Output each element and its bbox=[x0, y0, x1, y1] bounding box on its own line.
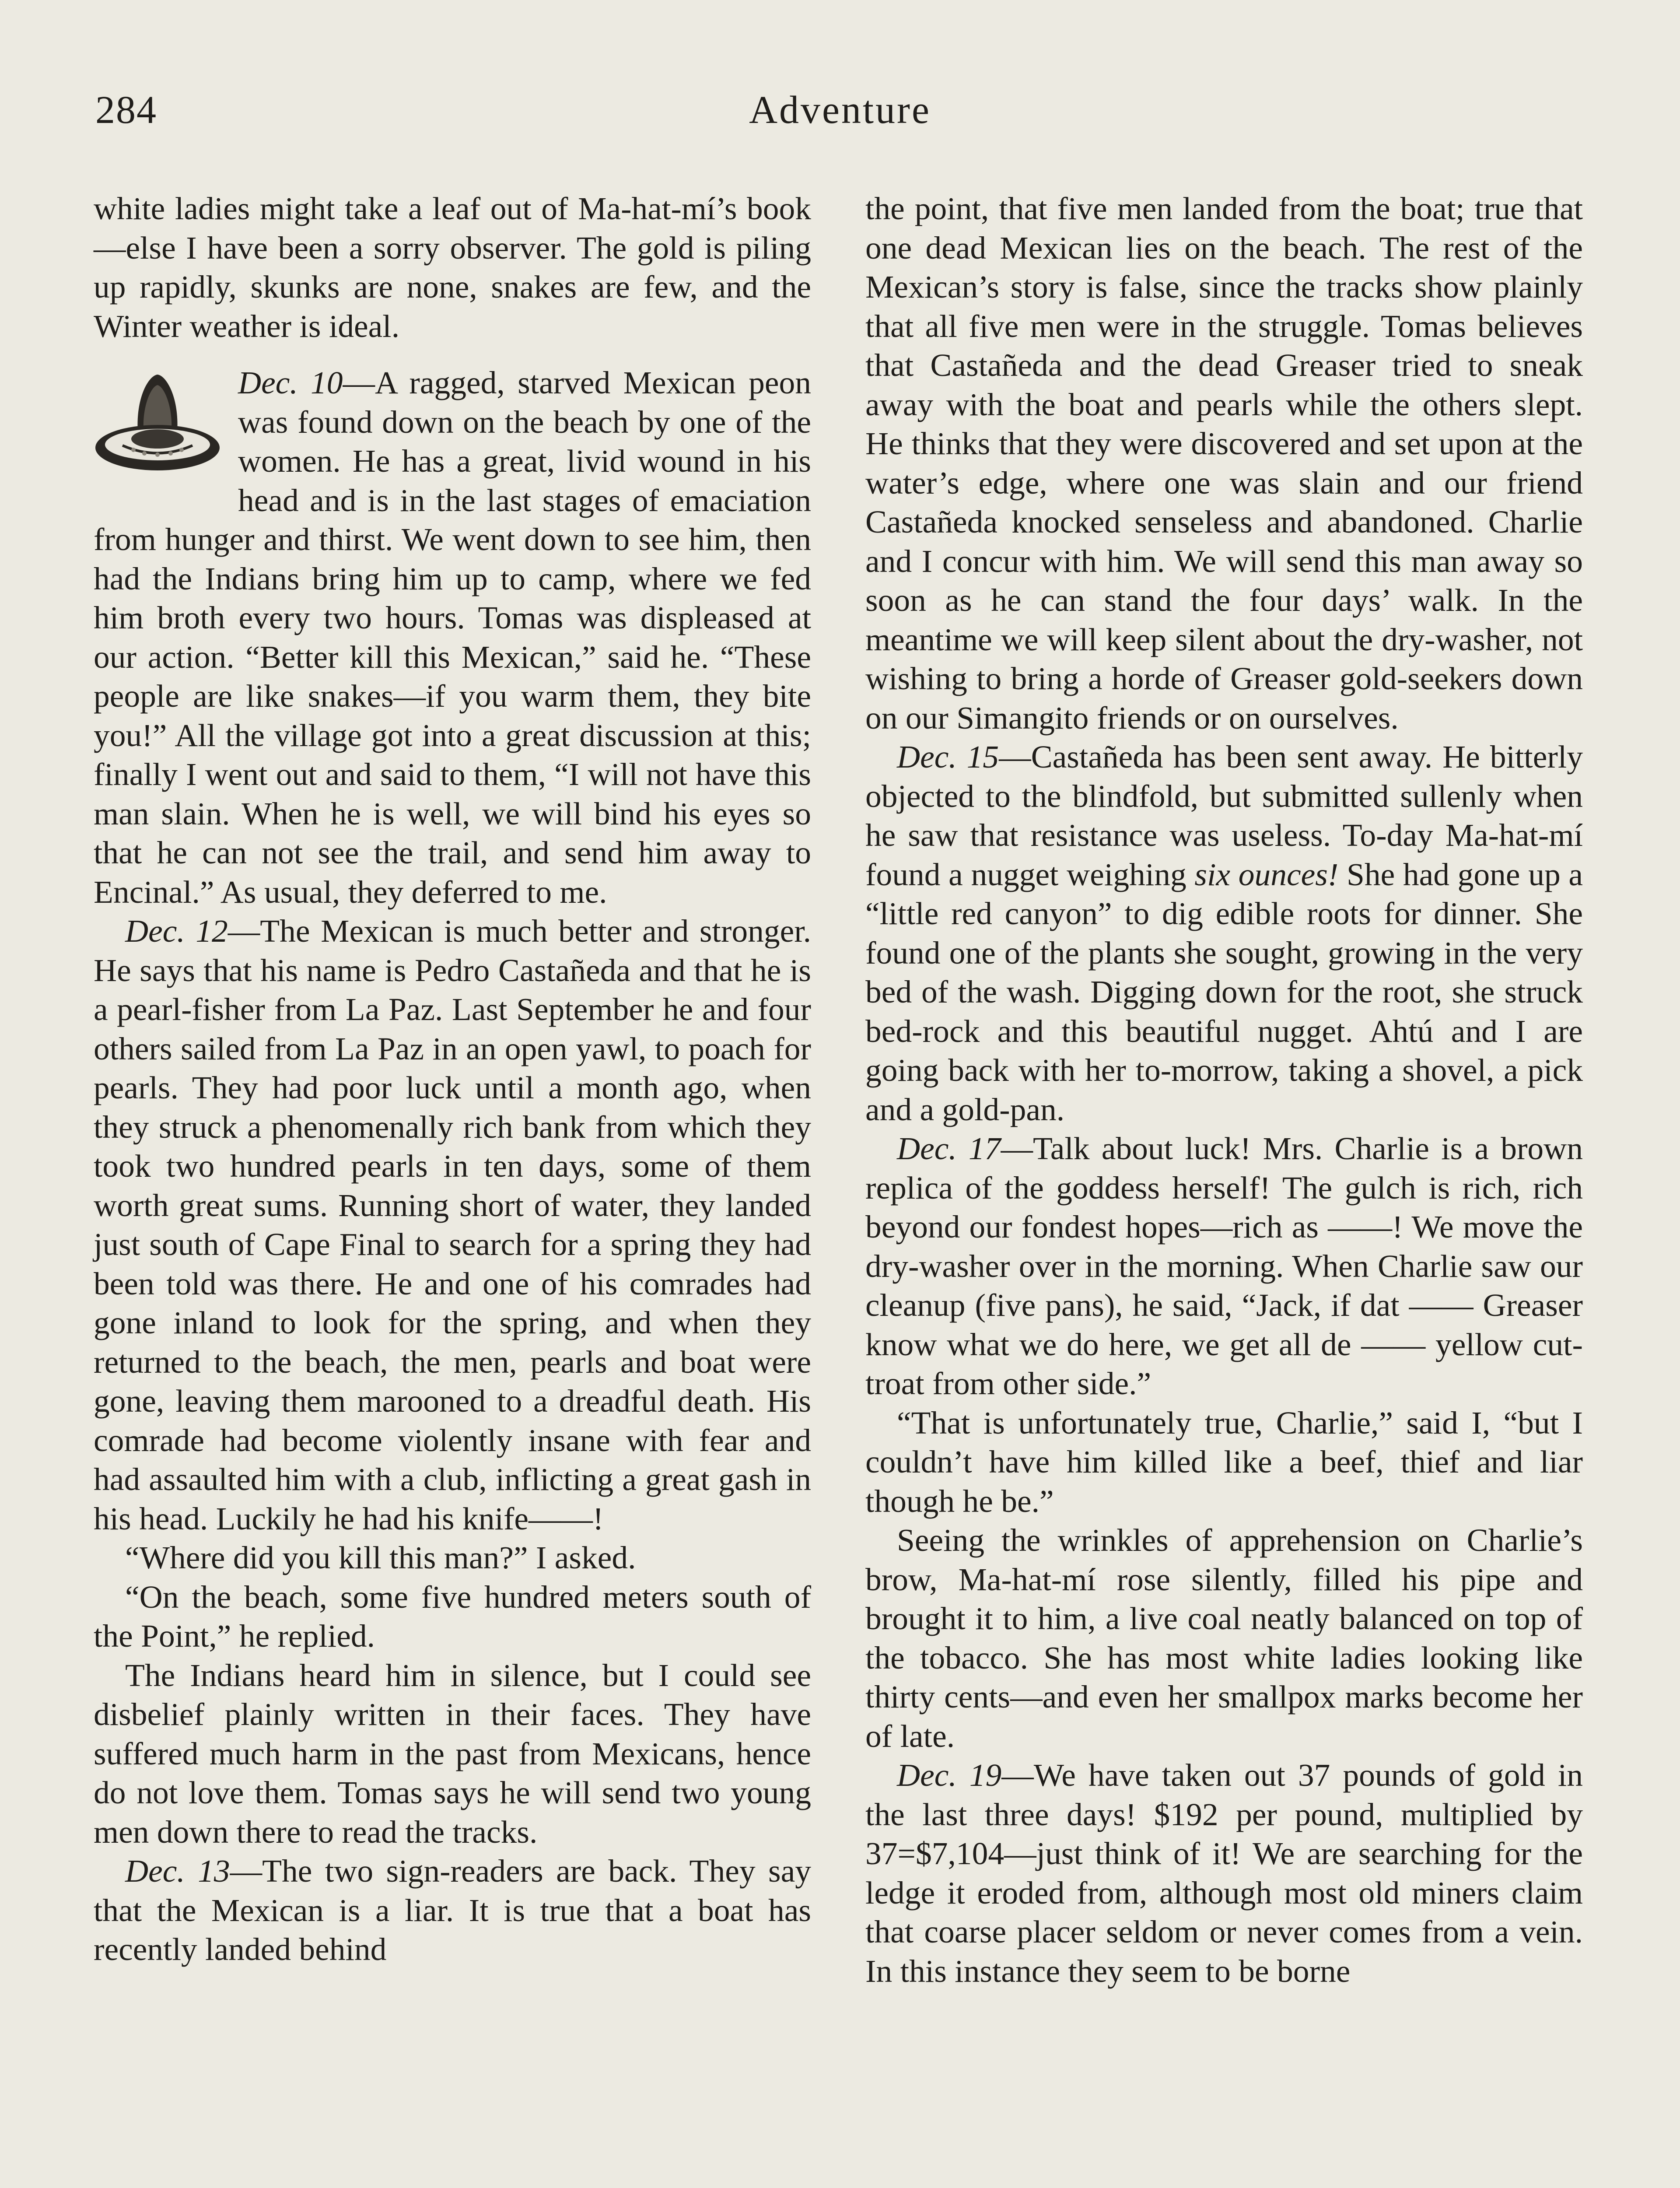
left-column bbox=[94, 189, 811, 1969]
entry-date: Dec. 12 bbox=[125, 913, 228, 949]
paragraph: Seeing the wrinkles of apprehension on Charlie’s brow, Ma-hat-mí rose silently, filled his pipe and brought it to him, a live coal neatly balanced on top of the tobacco. She has most white ladies looking like thirty cents—and even her smallpox marks become her of late. bbox=[865, 1522, 1583, 1754]
entry-text: —The Mexican is much better and stronger. He says that his name is Pedro Castañeda and that he is a pearl-fisher from La Paz. Last September he and four others sailed from La Paz in an open yawl, to poach for pearls. They had poor luck until a month ago, when they struck a phenomenally rich bank from which they took two hundred pearls in ten days, some of them worth great sums. Running short of water, they landed just south of Cape Final to search for a spring they had been told was there. He and one of his comrades had gone inland to look for the spring, and when they returned to the beach, the men, pearls and boat were gone, leaving them marooned to a dreadful death. His comrade had become violently insane with fear and had assaulted him with a club, inflicting a great gash in his head. Luckily he had his knife——! bbox=[94, 913, 811, 1536]
entry-text: She had gone up a “little red canyon” to dig edible roots for dinner. She found one of the plants she sought, growing in the very bed of the wash. Digging down for the root, she struck bed-rock and this beautiful nugget. Ahtú and I are going back with her to-morrow, taking a shovel, a pick and a gold-pan. bbox=[865, 856, 1583, 1127]
entry-dec-15 bbox=[865, 737, 1583, 1129]
entry-text: —The two sign-readers are back. They say that the Mexican is a liar. It is true that a boat has recently landed behind bbox=[94, 1853, 811, 1967]
entry-dec-17 bbox=[865, 1129, 1583, 1403]
sombrero-icon bbox=[92, 367, 223, 485]
entry-dec-13 bbox=[94, 1851, 811, 1969]
paragraph: “On the beach, some five hundred meters south of the Point,” he replied. bbox=[94, 1579, 811, 1654]
entry-dec-12 bbox=[94, 912, 811, 1538]
entry-text: —We have taken out 37 pounds of gold in the last three days! $192 per pound, multiplied by 37=$7,104—just think of it! We are searching for the ledge it eroded from, although most old miners claim that coarse placer seldom or never comes from a vein. In this instance they seem to be borne bbox=[865, 1757, 1583, 1989]
entry-date: Dec. 15 bbox=[897, 739, 999, 775]
right-column bbox=[865, 189, 1583, 1991]
running-title: Adventure bbox=[749, 88, 931, 132]
page-number: 284 bbox=[95, 88, 157, 132]
entry-dec-19 bbox=[865, 1756, 1583, 1991]
emphasis-text: six ounces! bbox=[1194, 856, 1339, 892]
entry-dec-10 bbox=[94, 363, 811, 912]
paragraph: the point, that five men landed from the boat; true that one dead Mexican lies on the beach. The rest of the Mexican’s story is false, since the tracks show plainly that all five men were in the struggle. Tomas believes that Castañeda and the dead Greaser tried to sneak away with the boat and pearls while the others slept. He thinks that they were discovered and set upon at the water’s edge, where one was slain and our friend Castañeda knocked senseless and abandoned. Charlie and I concur with him. We will send this man away so soon as he can stand the four days’ walk. In the meantime we will keep silent about the dry-washer, not wishing to bring a horde of Greaser gold-seekers down on our Simangito friends or on ourselves. bbox=[865, 191, 1583, 736]
paragraph: “That is unfortunately true, Charlie,” said I, “but I couldn’t have him killed like a beef, thief and liar though he be.” bbox=[865, 1405, 1583, 1519]
entry-date: Dec. 10 bbox=[238, 365, 343, 400]
entry-text: —Castañeda has been sent away. He bitterly objected to the blindfold, but submitted sullenly when he saw that resistance was useless. To-day Ma-hat-mí found a nugget weighing bbox=[865, 739, 1583, 892]
entry-date: Dec. 17 bbox=[897, 1131, 1001, 1166]
paragraph: The Indians heard him in silence, but I could see disbelief plainly written in their faces. They have suffered much harm in the past from Mexicans, hence do not love them. Tomas says he will send two young men down there to read the tracks. bbox=[94, 1657, 811, 1850]
entry-date: Dec. 19 bbox=[897, 1757, 1002, 1793]
entry-text: —Talk about luck! Mrs. Charlie is a brown replica of the goddess herself! The gulch is rich, rich beyond our fondest hopes—rich as ——! We move the dry-washer over in the morning. When Charlie saw our cleanup (five pans), he said, “Jack, if dat —— Greaser know what we do here, we get all de —— yellow cut-troat from other side.” bbox=[865, 1131, 1583, 1401]
paragraph: “Where did you kill this man?” I asked. bbox=[125, 1540, 636, 1575]
entry-date: Dec. 13 bbox=[125, 1853, 230, 1889]
entry-text: —A ragged, starved Mexican peon was found down on the beach by one of the women. He has a great, livid wound in his head and is in the last stages of emaciation from hunger and thirst. We went down to see him, then had the Indians bring him up to camp, where we fed him broth every two hours. Tomas was displeased at our action. “Better kill this Mexican,” said he. “These people are like snakes—if you warm them, they bite you!” All the village got into a great discussion at this; finally I went out and said to them, “I will not have this man slain. When he is well, we will bind his eyes so that he can not see the trail, and send him away to Encinal.” As usual, they deferred to me. bbox=[94, 365, 811, 910]
paragraph: white ladies might take a leaf out of Ma-hat-mí’s book—else I have been a sorry observer. The gold is piling up rapidly, skunks are none, snakes are few, and the Winter weather is ideal. bbox=[94, 191, 811, 344]
